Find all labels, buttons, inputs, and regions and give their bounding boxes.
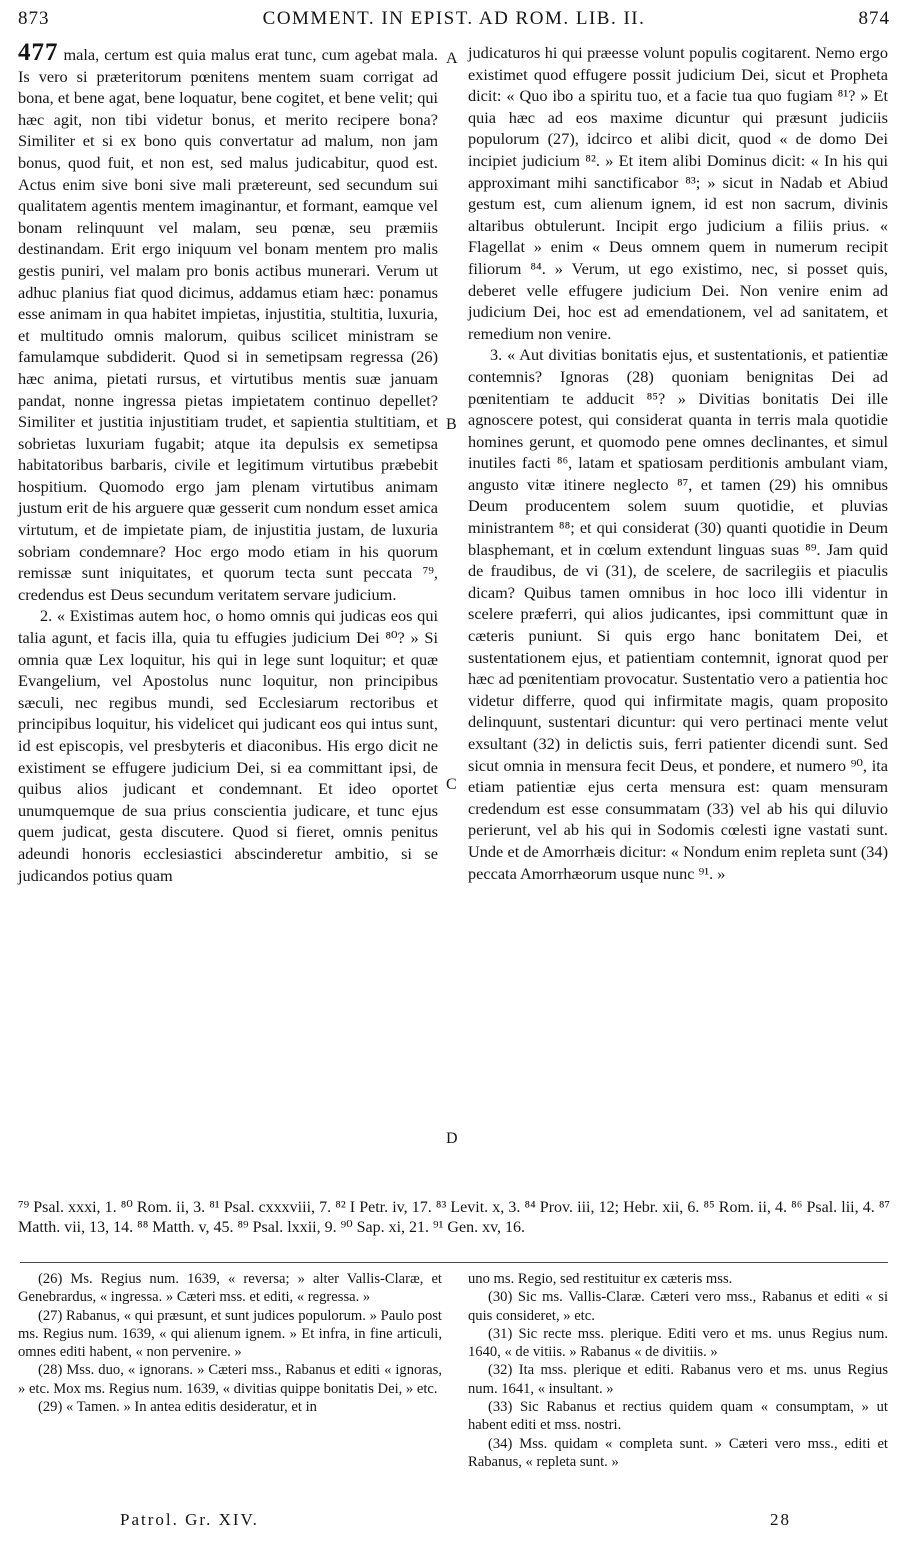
margin-letter-d: D [446,1130,458,1147]
note-26: (26) Ms. Regius num. 1639, « reversa; » alter Vallis-Claræ, et Genebrardus, « ingressa. » Cæteri mss. et editi, « regressa. » [18,1271,442,1306]
margin-letter-c: C [446,776,457,793]
note-28: (28) Mss. duo, « ignorans. » Cæteri mss., Rabanus et editi « ignoras, » etc. Mox ms. Regius num. 1639, « divitias quippe bonitatis Dei, » etc. [18,1362,442,1397]
note-32: (32) Ita mss. plerique et editi. Rabanus vero et ms. unus Regius num. 1641, « insultant. » [468,1362,888,1397]
editorial-notes-left [18,1270,442,1416]
note-31: (31) Sic recte mss. plerique. Editi vero et ms. unus Regius num. 1640, « de vitiis. » Rabanus « de divitiis. » [468,1325,888,1361]
note-29-continued: uno ms. Regio, sed restituitur ex cæteris mss. [468,1271,733,1287]
scripture-references: ⁷⁹ Psal. xxxi, 1. ⁸⁰ Rom. ii, 3. ⁸¹ Psal. cxxxviii, 7. ⁸² I Petr. iv, 17. ⁸³ Levit. x, 3. ⁸⁴ Prov. iii, 12; Hebr. xii, 6. ⁸⁵ Rom. ii, 4. ⁸⁶ Psal. lii, 4. ⁸⁷ Matth. vii, 13, 14. ⁸⁸ Matth. v, 45. ⁸⁹ Psal. lxxii, 9. ⁹⁰ Sap. xi, 21. ⁹¹ Gen. xv, 16. [18,1199,890,1236]
margin-letter-b: B [446,416,457,433]
notes-divider [20,1262,888,1263]
left-column [18,39,438,886]
editorial-notes-right [468,1270,888,1471]
footer-signature: 28 [770,1510,791,1529]
running-title: COMMENT. IN EPIST. AD ROM. LIB. II. [262,8,646,29]
note-34: (34) Mss. quidam « completa sunt. » Cæteri vero mss., editi et Rabanus, « repleta sunt. » [468,1435,888,1470]
right-paragraph-2: 3. « Aut divitias bonitatis ejus, et sustentationis, et patientiæ contemnis? Ignoras (28) quoniam benignitas Dei ad pœnitentiam te adducit ⁸⁵? » Divitias bonitatis Dei ille agnoscere potest, qui considerat quanta in terris mala quotidie homines gerunt, et quomodo pene omnes declinantes, et simul inutiles facti ⁸⁶, latam et spatiosam perditionis ambulant viam, angusto vitæ itinere neglecto ⁸⁷, et tamen (29) his omnibus Deum producentem solem suum quotidie, et pluvias ministrantem ⁸⁸; et qui considerat (30) quanti quotidie in Deum blasphemant, et in cœlum extendunt linguas suas ⁸⁹. Jam quid de fraudibus, de vi (31), de scelere, de sacrilegiis et piaculis dicam? Quibus tamen omnibus in hoc loco illi videntur in scelere præferri, qui alios judicantes, ipsi committunt quæ in cæteris puniunt. Si quis ergo hanc bonitatem Dei, et sustentationem ejus, et patientiam contemnit, ignorat quod per hæc ad pœnitentiam provocatur. Sustentatio vero a patientia hoc videtur differre, quod qui infirmitate magis, quam proposito delinquunt, sustentari dicuntur: qui vero pertinaci mente velut exsultant (32) in delictis suis, ferri patienter dicendi sunt. Sed sicut omnia in mensura fecit Deus, et pondere, et numero ⁹⁰, ita etiam patientiæ ejus certa mensura est: quam mensuram credendum est esse consummatam (33) vel ab his qui diluvio perierunt, vel ab his qui in Sodomis cœlesti igne vastati sunt. Unde et de Amorrhæis dicitur: « Nondum enim repleta sunt (34) peccata Amorrhæorum usque nunc ⁹¹. » [468,345,888,883]
margin-letter-a: A [446,50,458,67]
page-header [0,8,908,34]
left-paragraph-2: 2. « Existimas autem hoc, o homo omnis qui judicas eos qui talia agunt, et facis illa, quia tu effugies judicium Dei ⁸⁰? » Si omnia quæ Lex loquitur, his qui in lege sunt loquitur; et quæ Evangelium, vel Apostolus nunc loquitur, non principibus sæculi, nec regibus mundi, sed Ecclesiarum rectoribus et principibus loquitur, his videlicet qui judicant eos qui intus sunt, id est episcopis, vel presbyteris et diaconibus. His ergo dicit ne existiment se effugere judicium Dei, si ea committant ipsi, de quibus alios judicant et condemnant. Et ideo oportet unumquemque de sua prius conscientia judicare, et tunc ejus quem judicat, gesta discutere. Quod si fieret, omnis penitus adeundi honoris ecclesiastici abscinderetur ambitio, si se judicandos potius quam [18,606,438,885]
right-column [468,42,888,884]
right-paragraph-1: judicaturos hi qui præesse volunt populis cogitarent. Nemo ergo existimet quod effugere possit judicium Dei, sicut et Propheta dicit: « Quo ibo a spiritu tuo, et a facie tua quo fugiam ⁸¹? » Et quia hæc ad eos maxime dicuntur qui præsunt judiciis populorum (27), idcirco et alibi dicit, quod « de domo Dei incipiet judicium ⁸². » Et item alibi Dominus dicit: « In his qui approximant mihi sanctificabor ⁸³; » sicut in Nadab et Abiud gestum est, cum alienum ignem, id est non sacrum, divinis altaribus obtulerunt. Incipit ergo judicium a filiis prius. « Flagellat » enim « Deus omnem quem in numerum recipit filiorum ⁸⁴. » Verum, ut ego existimo, nec, si posset quis, deberet velle effugere judicium Dei. Non venire enim ad judicium Dei, hoc est ad emendationem, vel ad sanitatem, et remedium non venire. [468,43,888,343]
page-number-right: 874 [858,8,890,29]
note-30: (30) Sic ms. Vallis-Claræ. Cæteri vero mss., Rabanus et editi « si quis consideret, » etc. [468,1289,888,1324]
note-33: (33) Sic Rabanus et rectius quidem quam « consumptam, » ut habent editi et mss. nostri. [468,1399,888,1434]
note-29: (29) « Tamen. » In antea editis desideratur, et in [38,1399,317,1416]
note-27: (27) Rabanus, « qui præsunt, et sunt judices populorum. » Paulo post ms. Regius num. 1639, « qui alienum ignem. » Et infra, in fine articuli, omnes editi habent, « non pervenire. » [18,1307,442,1361]
column-number: 477 [18,39,59,66]
left-paragraph-1: mala, certum est quia malus erat tunc, cum agebat mala. Is vero si præteritorum pœnitens mentem suam corrigat ad bona, et bene agat, bene loquatur, bene cogitet, et bene velit; qui hæc agit, non tibi videtur bonus, et merito recipere bona? Similiter et si ex bono quis convertatur ad malum, non jam bonus, quod fuit, et non est, sed malus judicabitur, quod est. Actus enim sive boni sive mali prætereunt, sed secundum sui qualitatem agentis mentem imaginantur, et formant, eamque vel bonam relinquunt vel malam, seu pœnæ, seu præmiis destinandam. Erit ergo iniquum vel bonam mentem pro malis gestis puniri, vel malam pro bonis actibus munerari. Verum ut adhuc planius fiat quod dicimus, addamus etiam hæc: ponamus esse animam in qua habitet impietas, injustitia, stultitia, luxuria, et multitudo omnis malorum, quibus scilicet ministram se famulamque subdiderit. Quod si in semetipsam regressa (26) hæc anima, pietati rursus, et virtutibus mentis suæ januam pandat, nonne ingressa pietas impietatem continuo depellet? Similiter et justitia injustitiam trudet, et sapientia stultitiam, et sobrietas luxuriam fugabit; atque ita depulsis ex semetipsa habitatoribus barbaris, civile et legitimum virtutibus præbebit hospitium. Quomodo ergo jam plenam virtutibus animam justum erit de his arguere quæ gesserit cum nondum esset amica virtutum, et de impietate piam, de injustitia justam, de luxuria sobriam condemnare? Hoc ergo modo etiam in his quorum remissæ sunt iniquitates, et quorum tecta sunt peccata ⁷⁹, credendus est Deus secundum veritatem servare judicium. [18,45,438,604]
footer-volume: Patrol. Gr. XIV. [120,1510,259,1529]
page-number-left: 873 [18,8,50,29]
